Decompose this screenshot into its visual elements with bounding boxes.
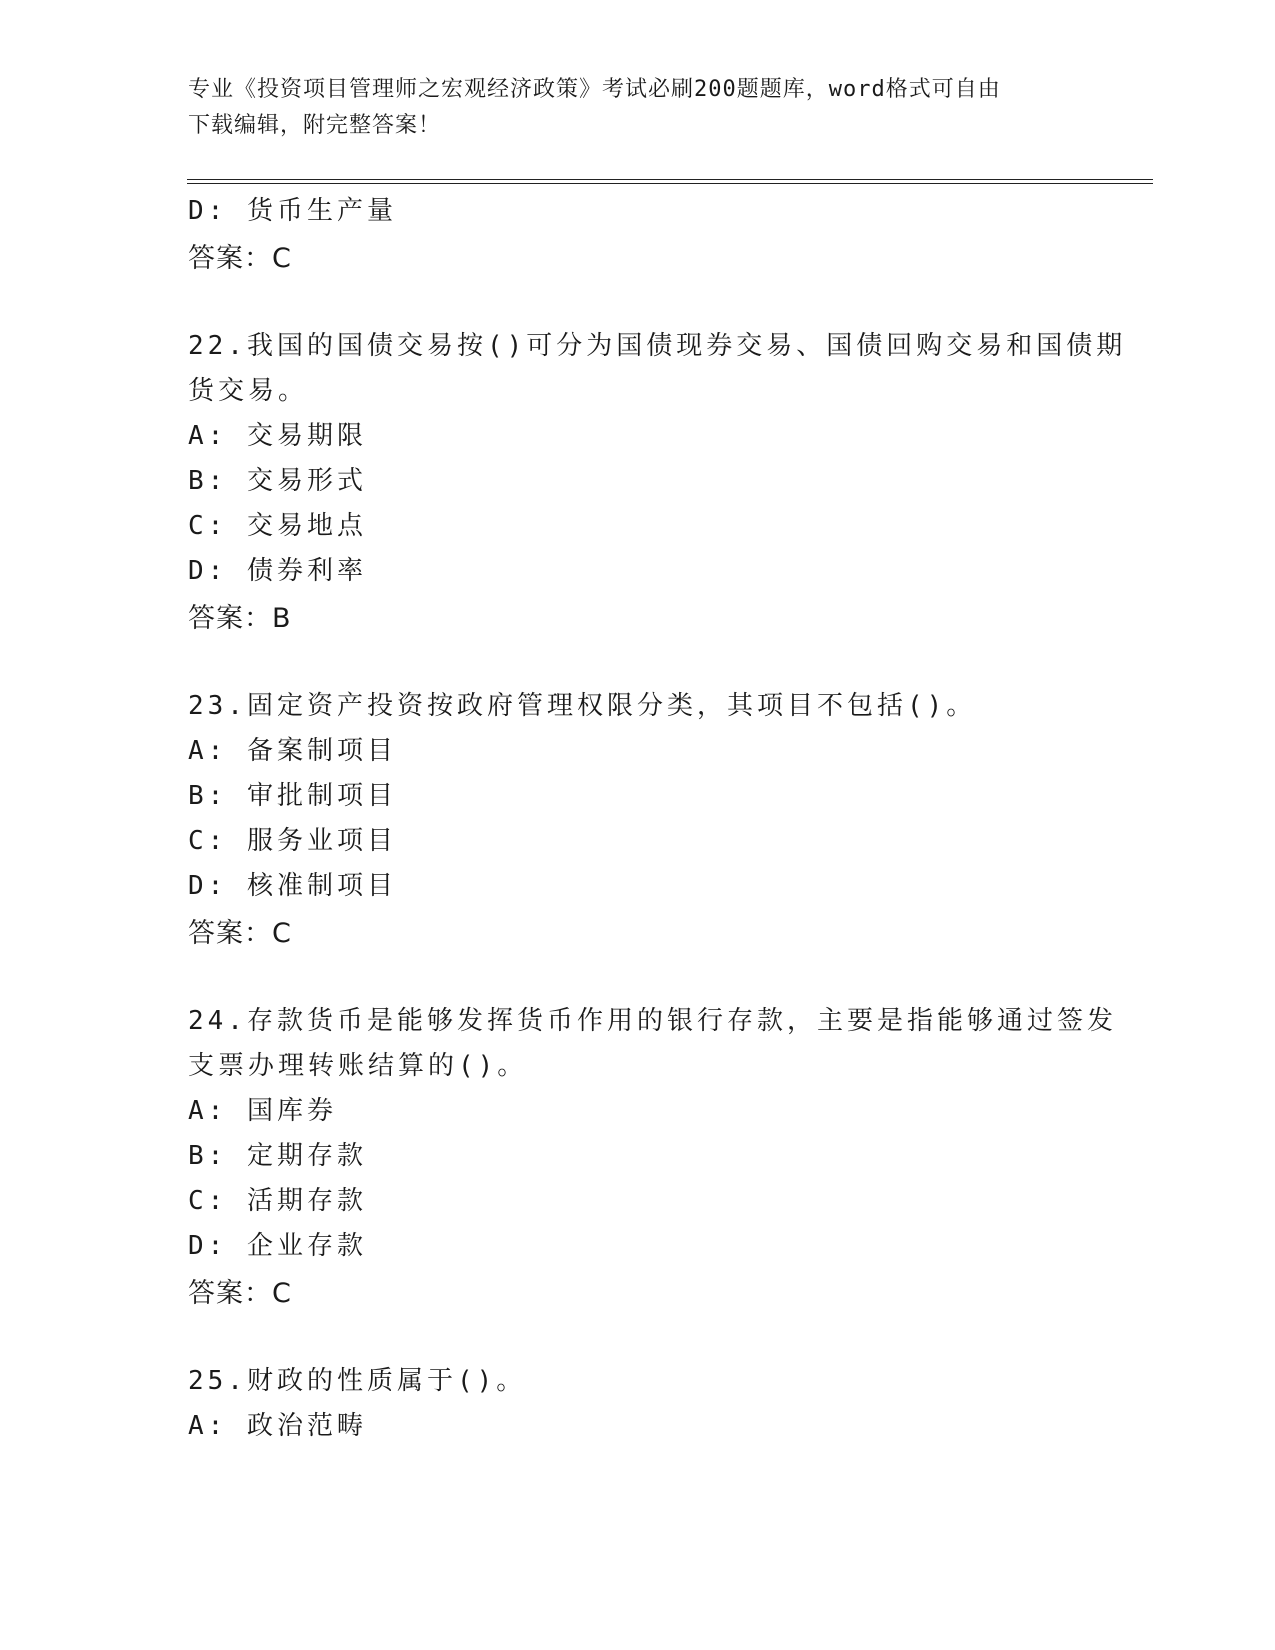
question-22-option-b: B: 交易形式	[188, 466, 367, 496]
question-23-option-d: D: 核准制项目	[188, 871, 397, 901]
question-22-stem-line-2: 货交易。	[188, 376, 309, 406]
question-22-option-d: D: 债券利率	[188, 556, 367, 586]
question-22-option-a: A: 交易期限	[188, 421, 367, 451]
question-24-stem-line-2: 支票办理转账结算的()。	[188, 1051, 528, 1081]
question-24-option-c: C: 活期存款	[188, 1186, 367, 1216]
question-24-answer: 答案：C	[188, 1278, 292, 1309]
question-23-option-b: B: 审批制项目	[188, 781, 397, 811]
question-24-option-b: B: 定期存款	[188, 1141, 367, 1171]
header-line-1: 专业《投资项目管理师之宏观经济政策》考试必刷200题题库，word格式可自由	[188, 77, 1001, 102]
question-23-stem-line-1: 23.固定资产投资按政府管理权限分类，其项目不包括()。	[188, 691, 977, 721]
question-24-option-d: D: 企业存款	[188, 1231, 367, 1261]
question-25-stem-line-1: 25.财政的性质属于()。	[188, 1366, 527, 1396]
question-24-option-a: A: 国库券	[188, 1096, 337, 1126]
question-23-option-c: C: 服务业项目	[188, 826, 397, 856]
question-23-option-a: A: 备案制项目	[188, 736, 397, 766]
carryover-option-d: D: 货币生产量	[188, 196, 397, 226]
document-header	[188, 72, 1088, 144]
question-25-option-a: A: 政治范畴	[188, 1411, 367, 1441]
question-22-answer: 答案：B	[188, 603, 292, 634]
question-23-answer: 答案：C	[188, 918, 292, 949]
question-22-stem-line-1: 22.我国的国债交易按()可分为国债现券交易、国债回购交易和国债期	[188, 331, 1127, 361]
header-divider-top	[187, 179, 1153, 180]
question-22-option-c: C: 交易地点	[188, 511, 367, 541]
carryover-answer: 答案：C	[188, 243, 292, 274]
header-divider-bottom	[187, 183, 1153, 184]
header-line-2: 下载编辑，附完整答案！	[188, 113, 442, 138]
question-24-stem-line-1: 24.存款货币是能够发挥货币作用的银行存款，主要是指能够通过签发	[188, 1006, 1117, 1036]
